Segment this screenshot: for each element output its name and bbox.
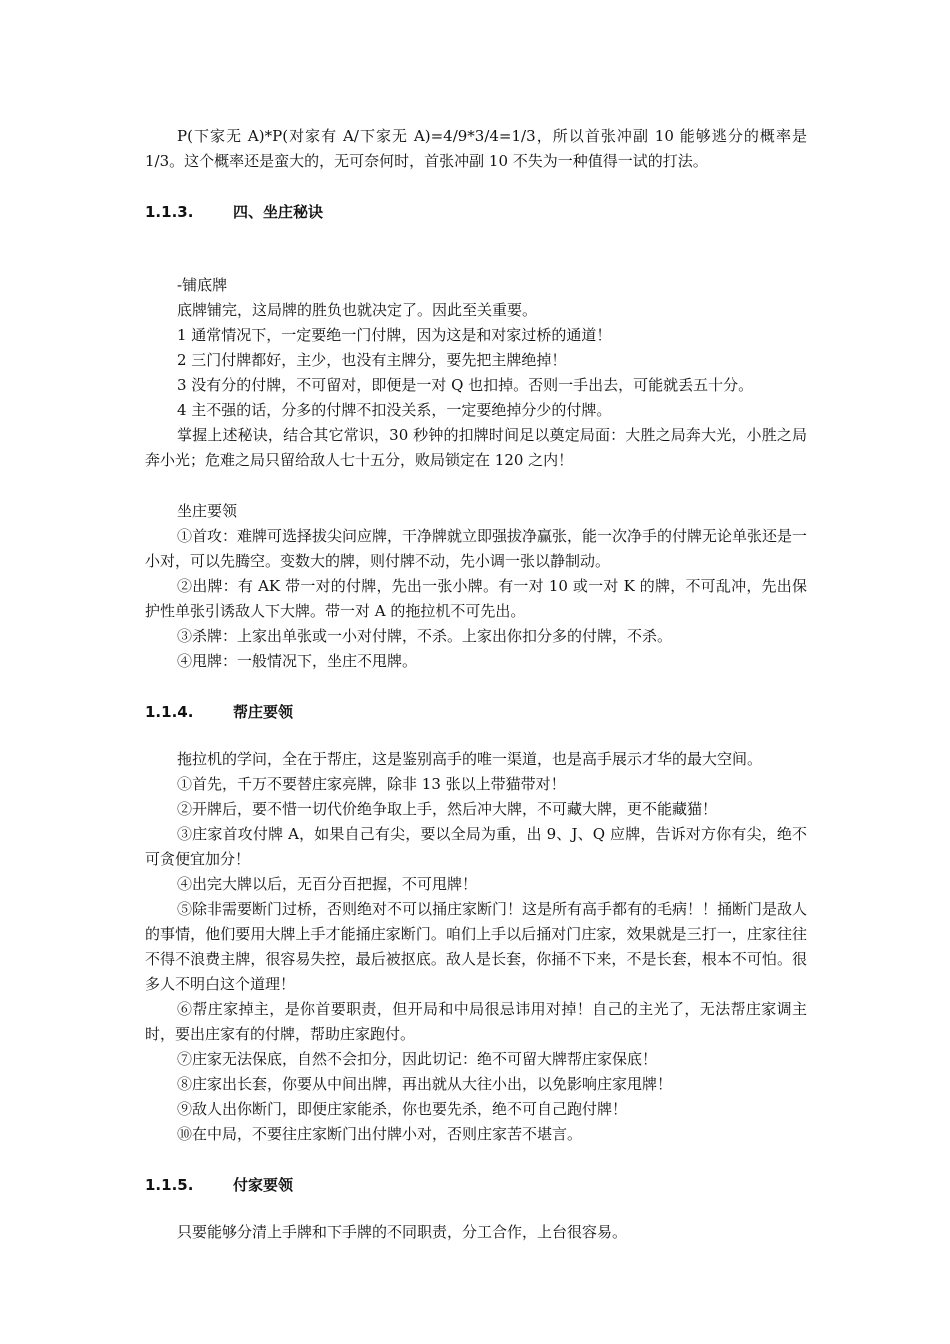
- paragraph: ⑥帮庄家掉主，是你首要职责，但开局和中局很忌讳用对掉！自己的主光了，无法帮庄家调主时，要出庄家有的付牌，帮助庄家跑付。: [145, 1000, 807, 1043]
- section-title: 帮庄要领: [233, 703, 294, 721]
- spacer: [145, 1198, 807, 1220]
- paragraph: ⑤除非需要断门过桥，否则绝对不可以捅庄家断门！这是所有高手都有的毛病！！捅断门是敌人的事情，他们要用大牌上手才能捅庄家断门。咱们上手以后捅对门庄家，效果就是三打一，庄家往往不得不浪费主牌，很容易失控，最后被抠底。敌人是长套，你捅不下来，不是长套，根本不可怕。很多人不明白这个道理！: [145, 900, 808, 993]
- paragraph: ④甩牌：一般情况下，坐庄不甩牌。: [177, 652, 418, 670]
- paragraph: ④出完大牌以后，无百分百把握，不可甩牌！: [177, 875, 478, 893]
- paragraph: ①首攻：难牌可选择拔尖问应牌，干净牌就立即强拔净赢张，能一次净手的付牌无论单张还是一小对，可以先腾空。变数大的牌，则付牌不动，先小调一张以静制动。: [145, 527, 808, 570]
- section-number: 1.1.4.: [145, 703, 194, 721]
- section-number: 1.1.3.: [145, 203, 194, 221]
- spacer: [145, 174, 807, 200]
- paragraph: 掌握上述秘诀，结合其它常识，30 秒钟的扣牌时间足以奠定局面：大胜之局奔大光，小胜之局奔小光；危难之局只留给敌人七十五分，败局锁定在 120 之内！: [145, 426, 807, 469]
- paragraph: ⑧庄家出长套，你要从中间出牌，再出就从大往小出，以免影响庄家甩牌！: [177, 1075, 673, 1093]
- spacer: [145, 225, 807, 251]
- paragraph: ⑩在中局，不要往庄家断门出付牌小对，否则庄家苦不堪言。: [177, 1125, 583, 1143]
- spacer: [145, 725, 807, 747]
- paragraph: 4 主不强的话，分多的付牌不扣没关系，一定要绝掉分少的付牌。: [177, 401, 612, 419]
- section-heading-1-1-3: [145, 200, 807, 225]
- paragraph: ⑨敌人出你断门，即便庄家能杀，你也要先杀，绝不可自己跑付牌！: [177, 1100, 628, 1118]
- section-title: 付家要领: [233, 1176, 294, 1194]
- paragraph: 2 三门付牌都好，主少，也没有主牌分，要先把主牌绝掉！: [177, 351, 567, 369]
- paragraph: ⑦庄家无法保底，自然不会扣分，因此切记：绝不可留大牌帮庄家保底！: [177, 1050, 658, 1068]
- paragraph: -铺底牌: [177, 276, 228, 294]
- section-heading-1-1-5: [145, 1173, 807, 1198]
- spacer: [145, 251, 807, 273]
- paragraph: 1 通常情况下，一定要绝一门付牌，因为这是和对家过桥的通道！: [177, 326, 612, 344]
- spacer: [145, 1147, 807, 1173]
- spacer: [145, 473, 807, 499]
- section-number: 1.1.5.: [145, 1176, 194, 1194]
- paragraph: 拖拉机的学问，全在于帮庄，这是鉴别高手的唯一渠道，也是高手展示才华的最大空间。: [177, 750, 763, 768]
- section-heading-1-1-4: [145, 700, 807, 725]
- document-body: [145, 124, 807, 1245]
- paragraph: ②出牌：有 AK 带一对的付牌，先出一张小牌。有一对 10 或一对 K 的牌，不可乱冲，先出保护性单张引诱敌人下大牌。带一对 A 的拖拉机不可先出。: [145, 577, 807, 620]
- intro-paragraph: P(下家无 A)*P(对家有 A/下家无 A)=4/9*3/4=1/3，所以首张冲副 10 能够逃分的概率是 1/3。这个概率还是蛮大的，无可奈何时，首张冲副 10 不失为一种值得一试的打法。: [145, 127, 807, 170]
- paragraph: ②开牌后，要不惜一切代价绝争取上手，然后冲大牌，不可藏大牌，更不能藏猫！: [177, 800, 718, 818]
- paragraph: 3 没有分的付牌，不可留对，即便是一对 Q 也扣掉。否则一手出去，可能就丢五十分。: [177, 376, 754, 394]
- paragraph: 坐庄要领: [177, 502, 238, 520]
- spacer: [145, 674, 807, 700]
- paragraph: ①首先，千万不要替庄家亮牌，除非 13 张以上带猫带对！: [177, 775, 566, 793]
- paragraph: 底牌铺完，这局牌的胜负也就决定了。因此至关重要。: [177, 301, 538, 319]
- paragraph: 只要能够分清上手牌和下手牌的不同职责，分工合作，上台很容易。: [177, 1223, 628, 1241]
- section-title: 四、坐庄秘诀: [233, 203, 324, 221]
- paragraph: ③庄家首攻付牌 A，如果自己有尖，要以全局为重，出 9、J、Q 应牌，告诉对方你有尖，绝不可贪便宜加分！: [145, 825, 807, 868]
- paragraph: ③杀牌：上家出单张或一小对付牌，不杀。上家出你扣分多的付牌，不杀。: [177, 627, 673, 645]
